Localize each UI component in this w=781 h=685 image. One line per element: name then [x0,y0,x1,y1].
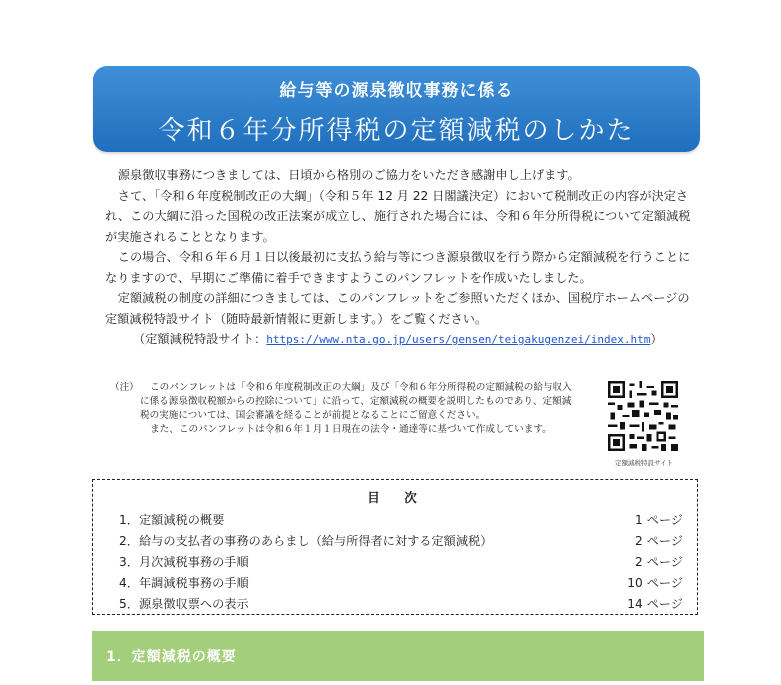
section-title: 1．定額減税の概要 [106,649,237,665]
toc-item-3[interactable] [119,553,683,573]
note-block [110,381,580,437]
toc-title: 目 次 [367,490,423,505]
toc-item-label: 3．月次減税事務の手順 [119,555,249,569]
note-body [140,381,580,437]
qr-code-icon[interactable] [608,381,678,451]
toc-item-label: 1．定額減税の概要 [119,513,225,527]
toc-item-1[interactable] [119,511,683,531]
toc-item-page: 10 ページ [627,576,683,590]
site-prefix: （定額減税特設サイト： [133,332,267,346]
site-link[interactable]: https://www.nta.go.jp/users/gensen/teigakugenzei/index.htm [266,333,651,346]
banner-title: 令和６年分所得税の定額減税のしかた [158,116,635,146]
site-suffix: ） [650,332,663,346]
toc-item-page: 1 ページ [635,513,683,527]
toc-item-page: 14 ページ [627,597,683,611]
toc-item-2[interactable] [119,532,683,552]
note-label: （注） [110,382,139,393]
intro-paragraph-1: 源泉徴収事務につきましては、日頃から格別のご協力をいただき感謝申し上げます。 [117,168,580,182]
intro-paragraph-3: この場合、令和６年６月１日以後最初に支払う給与等につき源泉徴収を行う際から定額減税を行うことになりますので、早期にご準備に着手できますようこのパンフレットを作成いたしました。 [105,250,691,285]
toc-item-label: 5．源泉徴収票への表示 [119,597,249,611]
intro-text [105,165,695,351]
note-paragraph-2: また、このパンフレットは令和６年１月１日現在の法令・通達等に基づいて作成しています。 [150,424,552,435]
banner-subtitle: 給与等の源泉徴収事務に係る [279,81,514,101]
qr-caption: 定額減税特設サイト [614,459,674,467]
site-line [105,329,695,351]
toc-item-label: 2．給与の支払者の事務のあらまし（給与所得者に対する定額減税） [119,534,493,548]
title-banner [93,66,700,152]
toc-item-page: 2 ページ [635,534,683,548]
toc-item-4[interactable] [119,574,683,594]
section-header [92,631,704,681]
table-of-contents [92,479,698,615]
intro-paragraph-2: さて、「令和６年度税制改正の大綱」（令和５年 12 月 22 日閣議決定）において税制改正の内容が決定され、この大綱に沿った国税の改正法案が成立し、施行された場合には、令和６年分所得税について定額減税が実施されることとなります。 [105,188,691,244]
note-paragraph-1: このパンフレットは「令和６年度税制改正の大綱」及び「令和６年分所得税の定額減税の給与収入に係る源泉徴収税額からの控除について」に沿って、定額減税の概要を説明したものであり、定額減税の実施については、国会審議を経ることが前提となることにご留意ください。 [140,382,572,421]
toc-item-page: 2 ページ [635,555,683,569]
toc-item-label: 4．年調減税事務の手順 [119,576,249,590]
toc-item-5[interactable] [119,595,683,615]
intro-paragraph-4: 定額減税の制度の詳細につきましては、このパンフレットをご参照いただくほか、国税庁ホームページの定額減税特設サイト（随時最新情報に更新します。）をご覧ください。 [105,291,690,326]
